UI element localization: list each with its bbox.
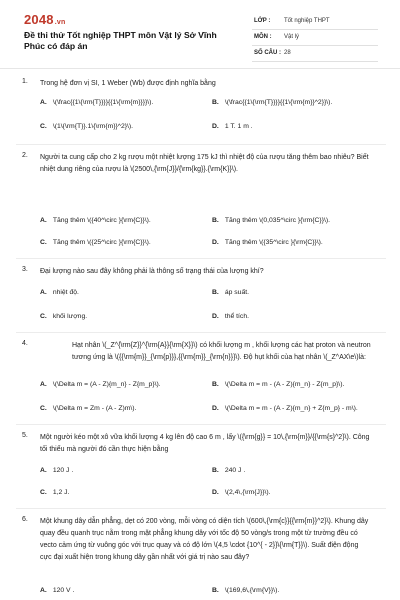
option-text: \(2,4\,{\rm{J}}\). [224,489,271,496]
answer-option[interactable] [40,238,151,248]
option-letter: A. [40,217,47,224]
option-letter: B. [212,99,219,106]
option-letter: D. [212,123,219,130]
option-letter: C. [40,405,47,412]
page-header [0,0,400,68]
option-text: Tăng thêm \({40^\circ }{\rm{C}}\). [52,217,151,224]
option-letter: B. [212,217,219,224]
option-letter: A. [40,381,47,388]
answer-option[interactable] [212,238,323,248]
question-number: 6. [22,516,28,523]
option-text: 1 T. 1 m . [224,123,253,130]
question-number: 4. [22,340,28,347]
option-letter: C. [40,123,47,130]
header-divider [0,68,400,69]
option-text: \(1\{\rm{T}}.1\{\rm{m}}^2}\). [52,123,134,130]
logo-suffix: .vn [54,19,66,26]
answer-option[interactable] [212,466,245,476]
answer-option[interactable] [212,122,253,132]
option-text: 120 J . [52,467,74,474]
logo-text: 2048 [24,12,54,27]
meta-key: LỚP : [254,18,271,24]
answer-option[interactable] [40,586,74,596]
option-letter: C. [40,239,47,246]
answer-option[interactable] [212,586,279,596]
option-letter: D. [212,489,219,496]
answer-option[interactable] [40,122,133,132]
question-number: 2. [22,152,28,159]
answer-option[interactable] [212,404,358,414]
answer-option[interactable] [40,312,87,322]
option-letter: C. [40,313,47,320]
question-divider [16,144,386,145]
option-text: \(\frac{{1\{\rm{T}}}}{{1\{\rm{m}}}}\). [52,99,154,106]
option-text: \(\Delta m = m - (A - Z){m_n} - Z{m_p}\). [224,381,345,388]
option-text: 1,2 J. [52,489,70,496]
site-logo[interactable] [24,12,65,27]
option-text: Tăng thêm \({35^\circ }{\rm{C}}\). [224,239,323,246]
option-letter: C. [40,489,47,496]
option-text: \(\frac{{1\{\rm{T}}}}{{1\{\rm{m}}^2}}\). [224,99,333,106]
question-divider [16,508,386,509]
option-text: \(\Delta m = (A - Z){m_n} - Z{m_p}\). [52,381,161,388]
option-text: áp suất. [224,289,249,296]
answer-option[interactable] [40,98,153,108]
option-text: \(\Delta m = m - (A - Z){m_n} + Z{m_p} - m\). [224,405,358,412]
page-title: Đề thi thử Tốt nghiệp THPT môn Vật lý Sở Vĩnh Phúc có đáp án [24,30,217,51]
option-text: 240 J . [224,467,246,474]
option-letter: B. [212,587,219,594]
meta-row-subject [252,30,378,46]
option-text: thể tích. [224,313,249,320]
option-letter: A. [40,99,47,106]
option-letter: D. [212,313,219,320]
meta-value: Vật lý [284,34,300,40]
option-text: Tăng thêm \({25^\circ }{\rm{C}}\). [52,239,151,246]
question-text: Người ta cung cấp cho 2 kg rượu một nhiệt lượng 175 kJ thì nhiệt độ của rượu tăng thêm bao nhiêu? Biết nhiệt dung riêng của rượu là \(2500\,{\rm{J}}/{\rm{kg}}.{\rm{K}}\). [40,154,369,173]
meta-row-class [252,14,378,30]
answer-option[interactable] [212,488,271,498]
option-letter: A. [40,467,47,474]
question-text: Một người kéo một xô vữa khối lượng 4 kg lên độ cao 6 m , lấy \({\rm{g}} = 10\,{\rm{m}}/{{\rm{s}^2}\). Công tối thiểu mà người đó cần thực hiện bằng [40,434,370,453]
meta-value: 28 [284,50,291,56]
option-text: \(\Delta m = Zm - (A - Z)m\). [52,405,137,412]
question-number: 1. [22,78,28,85]
option-text: nhiệt độ. [52,289,79,296]
answer-option[interactable] [212,98,332,108]
answer-option[interactable] [40,288,79,298]
question-text: Hạt nhân \(_Z^{\rm{Z}}^{\rm{A}}{\rm{X}}\) có khối lượng m , khối lượng các hạt proton và neutron tương ứng là \({{\rm{m}}_{\rm{p}}},{{\rm{m}}_{\rm{n}}}\). Độ hụt khối của hạt nhân \(_Z^AX\e\)là: [72,342,371,361]
option-letter: D. [212,239,219,246]
question-number: 3. [22,266,28,273]
meta-key: MÔN : [254,34,272,40]
option-text: khối lượng. [52,313,88,320]
answer-option[interactable] [40,488,69,498]
answer-option[interactable] [40,380,161,390]
question-divider [16,424,386,425]
answer-option[interactable] [40,216,151,226]
answer-option[interactable] [212,312,249,322]
option-letter: B. [212,467,219,474]
answer-option[interactable] [40,404,136,414]
option-letter: A. [40,289,47,296]
meta-value: Tốt nghiệp THPT [284,18,330,24]
question-divider [16,258,386,259]
meta-row-count [252,46,378,62]
option-text: 120 V . [52,587,75,594]
question-number: 5. [22,432,28,439]
answer-option[interactable] [212,288,249,298]
exam-meta [252,14,378,62]
option-letter: B. [212,289,219,296]
option-letter: A. [40,587,47,594]
question-divider [16,332,386,333]
option-text: Tăng thêm \(0,035^\circ }{\rm{C}}\). [224,217,331,224]
answer-option[interactable] [40,466,73,476]
question-text: Một khung dây dẫn phẳng, dẹt có 200 vòng, mỗi vòng có diện tích \(600\,{\rm{c}}{{\rm{m}}^2}\). Khung dây quay đều quanh trục nằm trong mặt phẳng khung dây với tốc độ 50 vòng/s trong một từ trường đều có vecto cảm ứng từ vuông góc với trục quay và có độ lớn \(4,5 \cdot {10^{ - 2}}\{\rm{T}}\). Suất điện động cực đại xuất hiện trong khung dây gần nhất với giá trị nào sau đây? [40,518,369,561]
option-text: \(169,6\,{\rm{V}}\). [224,587,280,594]
option-letter: B. [212,381,219,388]
question-text: Đại lượng nào sau đây không phải là thông số trạng thái của lượng khí? [40,268,264,275]
question-text: Trong hệ đơn vị SI, 1 Weber (Wb) được định nghĩa bằng [40,80,216,87]
answer-option[interactable] [212,380,344,390]
option-letter: D. [212,405,219,412]
meta-key: SỐ CÂU : [254,50,281,56]
answer-option[interactable] [212,216,330,226]
